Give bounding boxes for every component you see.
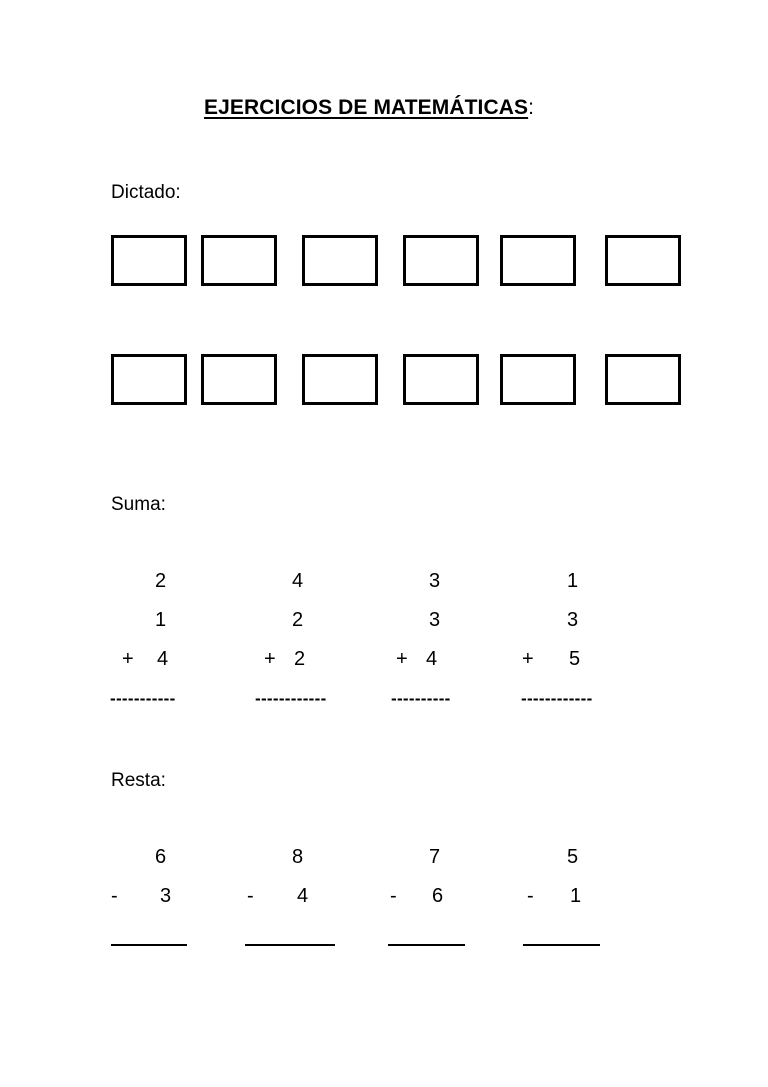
plus-sign: + — [122, 648, 134, 670]
addend: 3 — [429, 570, 441, 592]
page-title-colon: : — [528, 96, 535, 119]
suma-label: Suma: — [111, 494, 166, 515]
answer-rule: ----------- — [110, 689, 176, 708]
minus-sign: - — [390, 885, 397, 907]
answer-box[interactable] — [605, 354, 681, 405]
resta-label: Resta: — [111, 770, 166, 791]
plus-sign: + — [396, 648, 408, 670]
subtrahend: 4 — [297, 885, 309, 907]
answer-box[interactable] — [111, 354, 187, 405]
answer-box[interactable] — [403, 354, 479, 405]
addend: 5 — [569, 648, 581, 670]
addend: 1 — [567, 570, 579, 592]
addend: 2 — [294, 648, 306, 670]
page-title-text: EJERCICIOS DE MATEMÁTICAS — [204, 96, 529, 119]
answer-box[interactable] — [201, 354, 277, 405]
minus-sign: - — [527, 885, 534, 907]
answer-rule: ------------ — [255, 689, 327, 708]
answer-box[interactable] — [302, 354, 378, 405]
page-title — [204, 96, 534, 120]
addend: 3 — [429, 609, 441, 631]
minus-sign: - — [247, 885, 254, 907]
plus-sign: + — [522, 648, 534, 670]
subtrahend: 6 — [432, 885, 444, 907]
answer-box[interactable] — [403, 235, 479, 286]
answer-box[interactable] — [500, 354, 576, 405]
answer-rule: ---------- — [391, 689, 451, 708]
addend: 2 — [155, 570, 167, 592]
answer-box[interactable] — [500, 235, 576, 286]
answer-line — [523, 944, 600, 946]
answer-box[interactable] — [302, 235, 378, 286]
answer-line — [111, 944, 187, 946]
answer-rule: ------------ — [521, 689, 593, 708]
addend: 4 — [157, 648, 169, 670]
addend: 3 — [567, 609, 579, 631]
minuend: 7 — [429, 846, 441, 868]
minus-sign: - — [111, 885, 118, 907]
dictado-label: Dictado: — [111, 182, 181, 203]
addend: 2 — [292, 609, 304, 631]
minuend: 5 — [567, 846, 579, 868]
minuend: 6 — [155, 846, 167, 868]
addend: 1 — [155, 609, 167, 631]
addend: 4 — [426, 648, 438, 670]
plus-sign: + — [264, 648, 276, 670]
addend: 4 — [292, 570, 304, 592]
subtrahend: 3 — [160, 885, 172, 907]
answer-line — [245, 944, 335, 946]
minuend: 8 — [292, 846, 304, 868]
subtrahend: 1 — [570, 885, 582, 907]
answer-box[interactable] — [201, 235, 277, 286]
answer-box[interactable] — [111, 235, 187, 286]
answer-line — [388, 944, 465, 946]
answer-box[interactable] — [605, 235, 681, 286]
